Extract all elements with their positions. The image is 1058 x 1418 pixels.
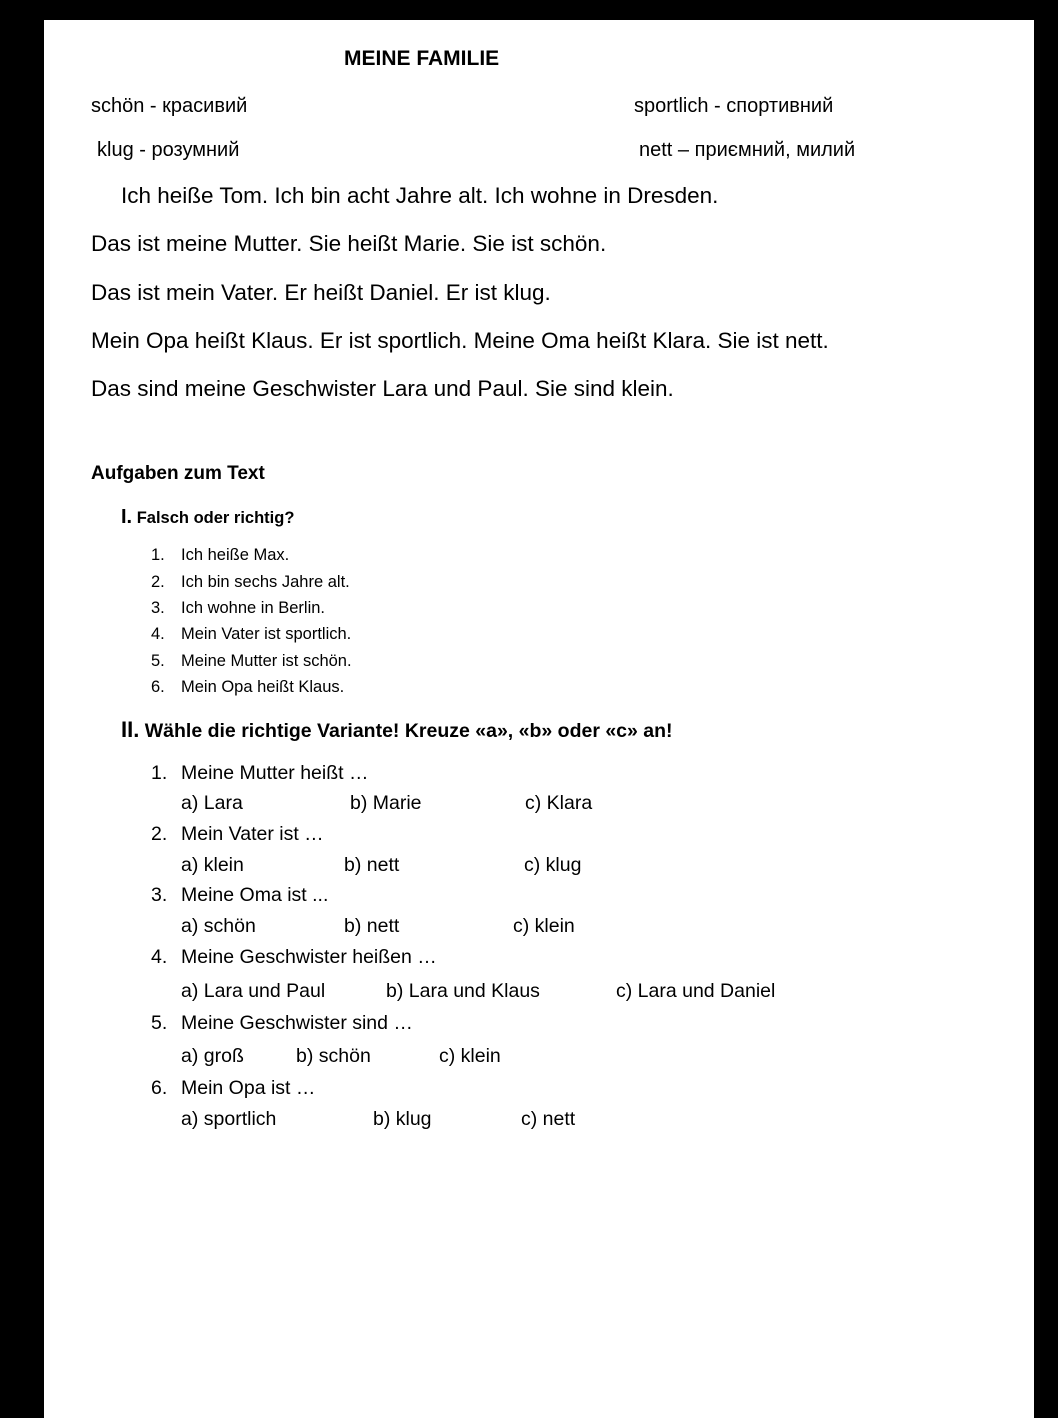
option-a[interactable]: a) schön	[181, 915, 256, 937]
option-c[interactable]: c) Klara	[525, 792, 593, 814]
story-line: Das sind meine Geschwister Lara und Paul. Sie sind klein.	[91, 376, 674, 401]
option-c[interactable]: c) klug	[524, 854, 582, 876]
story-line: Ich heiße Tom. Ich bin acht Jahre alt. Ich wohne in Dresden.	[121, 183, 719, 208]
question: 6. Mein Opa ist …	[151, 1077, 316, 1099]
question: 4. Meine Geschwister heißen …	[151, 946, 437, 968]
document-page	[44, 20, 1034, 1418]
vocab-item: sportlich - спортивний	[634, 95, 834, 117]
list-item: 1. Ich heiße Max.	[151, 546, 290, 564]
option-b[interactable]: b) Lara und Klaus	[386, 980, 540, 1002]
vocab-item: schön - красивий	[91, 95, 248, 117]
vocab-item: nett – приємний, милий	[639, 139, 856, 161]
story-line: Mein Opa heißt Klaus. Er ist sportlich. Meine Oma heißt Klara. Sie ist nett.	[91, 328, 829, 353]
story-line: Das ist mein Vater. Er heißt Daniel. Er ist klug.	[91, 280, 551, 305]
story-line: Das ist meine Mutter. Sie heißt Marie. Sie ist schön.	[91, 231, 607, 256]
option-b[interactable]: b) nett	[344, 854, 400, 876]
question: 2. Mein Vater ist …	[151, 823, 324, 845]
list-item: 4. Mein Vater ist sportlich.	[151, 625, 352, 643]
option-b[interactable]: b) nett	[344, 915, 400, 937]
list-item: 5. Meine Mutter ist schön.	[151, 652, 352, 670]
tasks-heading: Aufgaben zum Text	[91, 463, 265, 484]
list-item: 6. Mein Opa heißt Klaus.	[151, 678, 345, 696]
option-a[interactable]: a) groß	[181, 1045, 244, 1067]
option-b[interactable]: b) schön	[296, 1045, 371, 1067]
option-b[interactable]: b) klug	[373, 1108, 432, 1130]
option-a[interactable]: a) Lara und Paul	[181, 980, 326, 1002]
option-c[interactable]: c) klein	[439, 1045, 501, 1067]
question: 3. Meine Oma ist ...	[151, 884, 329, 906]
option-b[interactable]: b) Marie	[350, 792, 422, 814]
option-c[interactable]: c) Lara und Daniel	[616, 980, 776, 1002]
vocab-item: klug - розумний	[97, 139, 240, 161]
list-item: 2. Ich bin sechs Jahre alt.	[151, 573, 350, 591]
task-1-heading: I. Falsch oder richtig?	[121, 506, 295, 528]
option-c[interactable]: c) klein	[513, 915, 575, 937]
option-c[interactable]: c) nett	[521, 1108, 576, 1130]
task-2-heading: II. Wähle die richtige Variante! Kreuze «a», «b» oder «c» an!	[121, 717, 673, 742]
page-title: MEINE FAMILIE	[344, 47, 500, 70]
option-a[interactable]: a) Lara	[181, 792, 243, 814]
question: 1. Meine Mutter heißt …	[151, 762, 369, 784]
option-a[interactable]: a) sportlich	[181, 1108, 277, 1130]
question: 5. Meine Geschwister sind …	[151, 1012, 413, 1034]
option-a[interactable]: a) klein	[181, 854, 244, 876]
list-item: 3. Ich wohne in Berlin.	[151, 599, 325, 617]
